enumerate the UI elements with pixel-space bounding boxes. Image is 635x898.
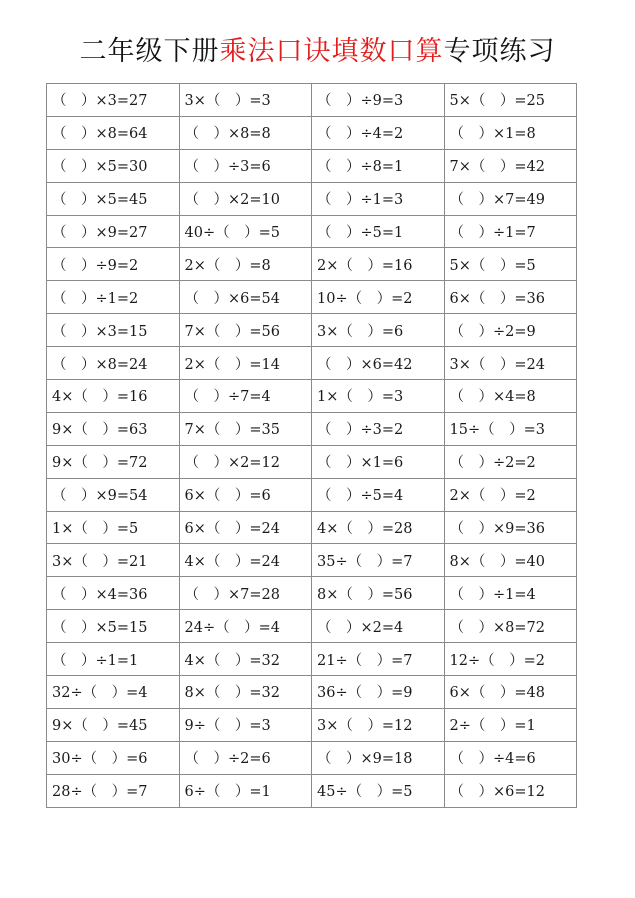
exercise-cell: （ ）÷5=4 [312, 478, 445, 511]
table-row [47, 708, 577, 741]
table-row [47, 610, 577, 643]
exercise-cell: 6×（ ）=36 [444, 281, 577, 314]
exercise-cell: 40÷（ ）=5 [179, 215, 312, 248]
exercise-cell: 3×（ ）=6 [312, 314, 445, 347]
exercise-cell: 36÷（ ）=9 [312, 676, 445, 709]
exercise-cell: 8×（ ）=56 [312, 577, 445, 610]
exercise-cell: （ ）÷3=6 [179, 149, 312, 182]
table-row [47, 314, 577, 347]
exercise-cell: （ ）×2=10 [179, 182, 312, 215]
exercise-cell: 2÷（ ）=1 [444, 708, 577, 741]
exercise-cell: 24÷（ ）=4 [179, 610, 312, 643]
exercise-cell: （ ）×8=24 [47, 347, 180, 380]
exercise-cell: 12÷（ ）=2 [444, 643, 577, 676]
exercise-cell: （ ）×3=15 [47, 314, 180, 347]
exercise-cell: （ ）×1=6 [312, 445, 445, 478]
table-row [47, 281, 577, 314]
exercise-cell: （ ）×2=4 [312, 610, 445, 643]
exercise-cell: 4×（ ）=32 [179, 643, 312, 676]
exercise-cell: （ ）×2=12 [179, 445, 312, 478]
exercise-cell: （ ）×8=72 [444, 610, 577, 643]
exercise-cell: 4×（ ）=28 [312, 511, 445, 544]
exercise-cell: （ ）÷2=6 [179, 741, 312, 774]
exercise-cell: （ ）×7=28 [179, 577, 312, 610]
exercise-cell: 8×（ ）=40 [444, 544, 577, 577]
exercise-cell: （ ）÷1=7 [444, 215, 577, 248]
exercise-cell: （ ）×4=8 [444, 380, 577, 413]
exercise-cell: 2×（ ）=8 [179, 248, 312, 281]
exercise-cell: 21÷（ ）=7 [312, 643, 445, 676]
exercise-cell: 9÷（ ）=3 [179, 708, 312, 741]
exercise-cell: （ ）÷4=6 [444, 741, 577, 774]
exercise-cell: （ ）×9=18 [312, 741, 445, 774]
exercise-cell: （ ）×4=36 [47, 577, 180, 610]
exercise-table [46, 83, 577, 808]
exercise-cell: 6×（ ）=24 [179, 511, 312, 544]
table-row [47, 412, 577, 445]
table-row [47, 676, 577, 709]
title-part-practice: 专项练习 [443, 36, 556, 67]
exercise-cell: （ ）×8=64 [47, 116, 180, 149]
exercise-cell: （ ）÷1=1 [47, 643, 180, 676]
exercise-cell: 2×（ ）=2 [444, 478, 577, 511]
exercise-cell: （ ）÷8=1 [312, 149, 445, 182]
table-row [47, 84, 577, 117]
exercise-cell: （ ）×6=42 [312, 347, 445, 380]
exercise-cell: （ ）÷1=2 [47, 281, 180, 314]
exercise-cell: 4×（ ）=16 [47, 380, 180, 413]
exercise-cell: 3×（ ）=21 [47, 544, 180, 577]
exercise-cell: （ ）×1=8 [444, 116, 577, 149]
title-part-grade: 二年级下册 [79, 36, 220, 67]
exercise-cell: （ ）×3=27 [47, 84, 180, 117]
table-row [47, 248, 577, 281]
exercise-cell: （ ）÷2=2 [444, 445, 577, 478]
exercise-cell: 1×（ ）=3 [312, 380, 445, 413]
table-row [47, 445, 577, 478]
table-row [47, 643, 577, 676]
exercise-cell: 7×（ ）=42 [444, 149, 577, 182]
exercise-cell: （ ）÷7=4 [179, 380, 312, 413]
exercise-cell: （ ）÷1=3 [312, 182, 445, 215]
exercise-cell: 9×（ ）=45 [47, 708, 180, 741]
table-row [47, 347, 577, 380]
table-row [47, 741, 577, 774]
exercise-cell: 15÷（ ）=3 [444, 412, 577, 445]
exercise-cell: 6÷（ ）=1 [179, 774, 312, 807]
exercise-cell: （ ）×8=8 [179, 116, 312, 149]
exercise-table-body [47, 84, 577, 808]
exercise-cell: （ ）÷5=1 [312, 215, 445, 248]
table-row [47, 116, 577, 149]
exercise-cell: （ ）×6=12 [444, 774, 577, 807]
table-row [47, 380, 577, 413]
exercise-cell: 2×（ ）=14 [179, 347, 312, 380]
exercise-cell: （ ）×9=36 [444, 511, 577, 544]
exercise-cell: （ ）×6=54 [179, 281, 312, 314]
exercise-cell: 32÷（ ）=4 [47, 676, 180, 709]
exercise-cell: （ ）÷9=3 [312, 84, 445, 117]
exercise-cell: 45÷（ ）=5 [312, 774, 445, 807]
exercise-cell: 3×（ ）=12 [312, 708, 445, 741]
table-row [47, 511, 577, 544]
exercise-cell: （ ）×5=45 [47, 182, 180, 215]
exercise-cell: 9×（ ）=72 [47, 445, 180, 478]
exercise-cell: 2×（ ）=16 [312, 248, 445, 281]
exercise-cell: （ ）×7=49 [444, 182, 577, 215]
exercise-cell: （ ）×9=27 [47, 215, 180, 248]
exercise-cell: 30÷（ ）=6 [47, 741, 180, 774]
table-row [47, 149, 577, 182]
table-row [47, 182, 577, 215]
exercise-cell: （ ）÷2=9 [444, 314, 577, 347]
exercise-cell: （ ）×5=30 [47, 149, 180, 182]
exercise-cell: 7×（ ）=56 [179, 314, 312, 347]
exercise-cell: （ ）×9=54 [47, 478, 180, 511]
table-row [47, 215, 577, 248]
exercise-cell: 6×（ ）=48 [444, 676, 577, 709]
exercise-cell: 7×（ ）=35 [179, 412, 312, 445]
table-row [47, 478, 577, 511]
title-part-topic: 乘法口诀填数口算 [219, 36, 444, 67]
exercise-cell: 9×（ ）=63 [47, 412, 180, 445]
exercise-cell: 3×（ ）=24 [444, 347, 577, 380]
exercise-cell: 1×（ ）=5 [47, 511, 180, 544]
exercise-cell: （ ）×5=15 [47, 610, 180, 643]
exercise-cell: 35÷（ ）=7 [312, 544, 445, 577]
table-row [47, 774, 577, 807]
exercise-cell: （ ）÷3=2 [312, 412, 445, 445]
exercise-cell: 3×（ ）=3 [179, 84, 312, 117]
exercise-cell: 4×（ ）=24 [179, 544, 312, 577]
exercise-cell: （ ）÷1=4 [444, 577, 577, 610]
exercise-cell: 10÷（ ）=2 [312, 281, 445, 314]
exercise-cell: （ ）÷9=2 [47, 248, 180, 281]
exercise-cell: 6×（ ）=6 [179, 478, 312, 511]
exercise-cell: 28÷（ ）=7 [47, 774, 180, 807]
table-row [47, 577, 577, 610]
exercise-cell: 5×（ ）=5 [444, 248, 577, 281]
table-row [47, 544, 577, 577]
exercise-cell: 8×（ ）=32 [179, 676, 312, 709]
page-title [0, 34, 635, 70]
exercise-cell: 5×（ ）=25 [444, 84, 577, 117]
exercise-cell: （ ）÷4=2 [312, 116, 445, 149]
